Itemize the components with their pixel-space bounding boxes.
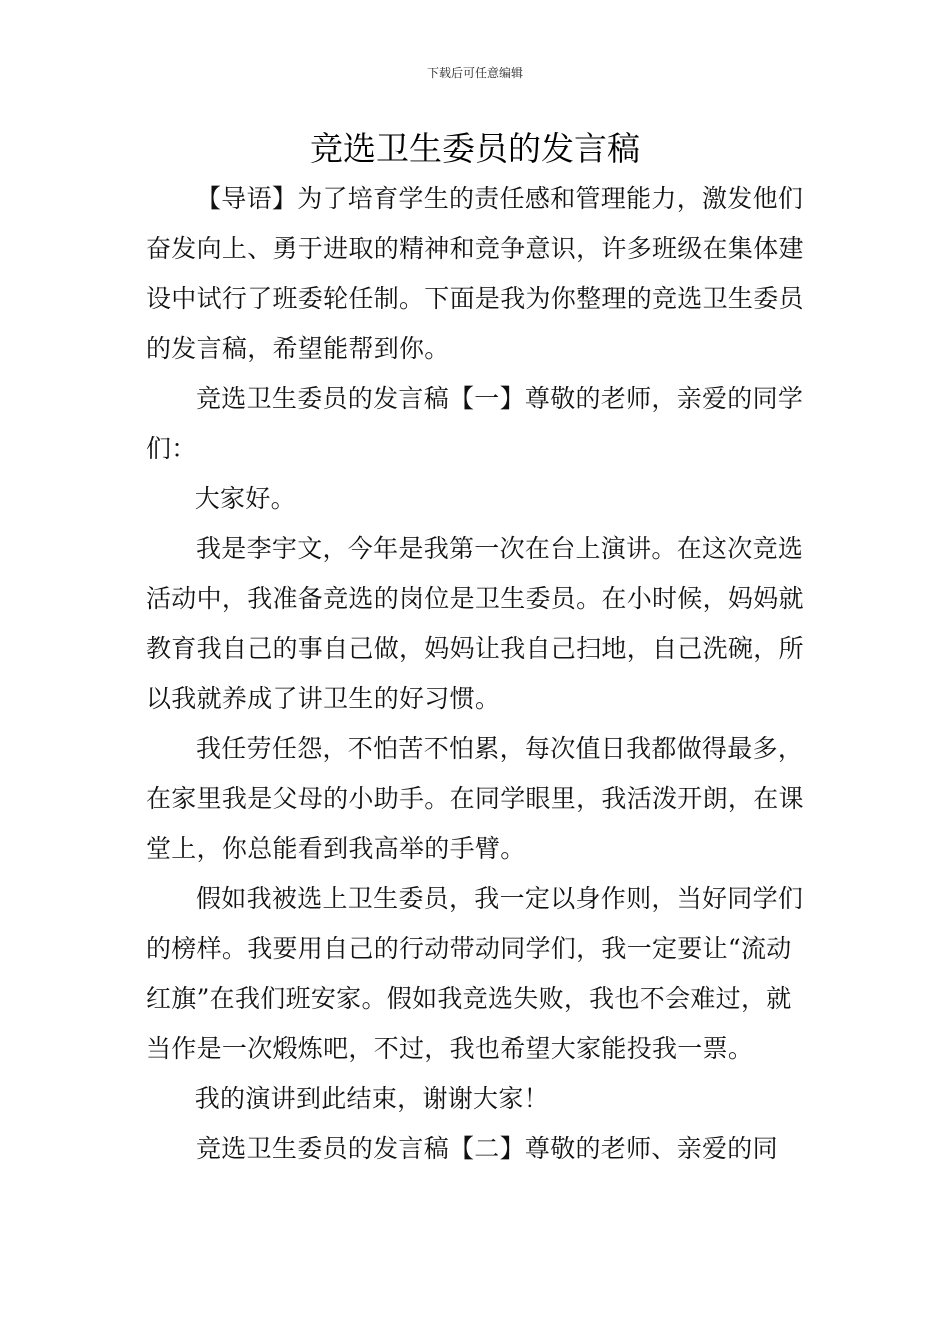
paragraph-greeting: 大家好。 <box>194 484 296 513</box>
document-body <box>146 174 816 1174</box>
paragraph-speech-two-salutation: 竞选卫生委员的发言稿【二】尊敬的老师、亲爱的同 <box>196 1134 778 1163</box>
page-header-note: 下载后可任意编辑 <box>426 66 523 80</box>
paragraph-intro: 【导语】为了培育学生的责任感和管理能力，激发他们奋发向上、勇于进取的精神和竞争意识，许多班级在集体建设中试行了班委轮任制。下面是我为你整理的竞选卫生委员的发言稿，希望能帮到你。 <box>146 184 804 363</box>
paragraph-personality: 我任劳任怨，不怕苦不怕累，每次值日我都做得最多，在家里我是父母的小助手。在同学眼里，我活泼开朗，在课堂上，你总能看到我高举的手臂。 <box>146 734 804 863</box>
paragraph-speech-one-salutation: 竞选卫生委员的发言稿【一】尊敬的老师，亲爱的同学们： <box>146 384 804 463</box>
document-title: 竞选卫生委员的发言稿 <box>310 129 640 168</box>
paragraph-promise: 假如我被选上卫生委员，我一定以身作则，当好同学们的榜样。我要用自己的行动带动同学们，我一定要让“流动红旗”在我们班安家。假如我竞选失败，我也不会难过，就当作是一次煅炼吧，不过，我也希望大家能投我一票。 <box>146 884 804 1063</box>
paragraph-closing: 我的演讲到此结束，谢谢大家！ <box>194 1084 549 1113</box>
paragraph-self-introduction: 我是李宇文，今年是我第一次在台上演讲。在这次竞选活动中，我准备竞选的岗位是卫生委员。在小时候，妈妈就教育我自己的事自己做，妈妈让我自己扫地，自己洗碗，所以我就养成了讲卫生的好习惯。 <box>146 534 804 713</box>
